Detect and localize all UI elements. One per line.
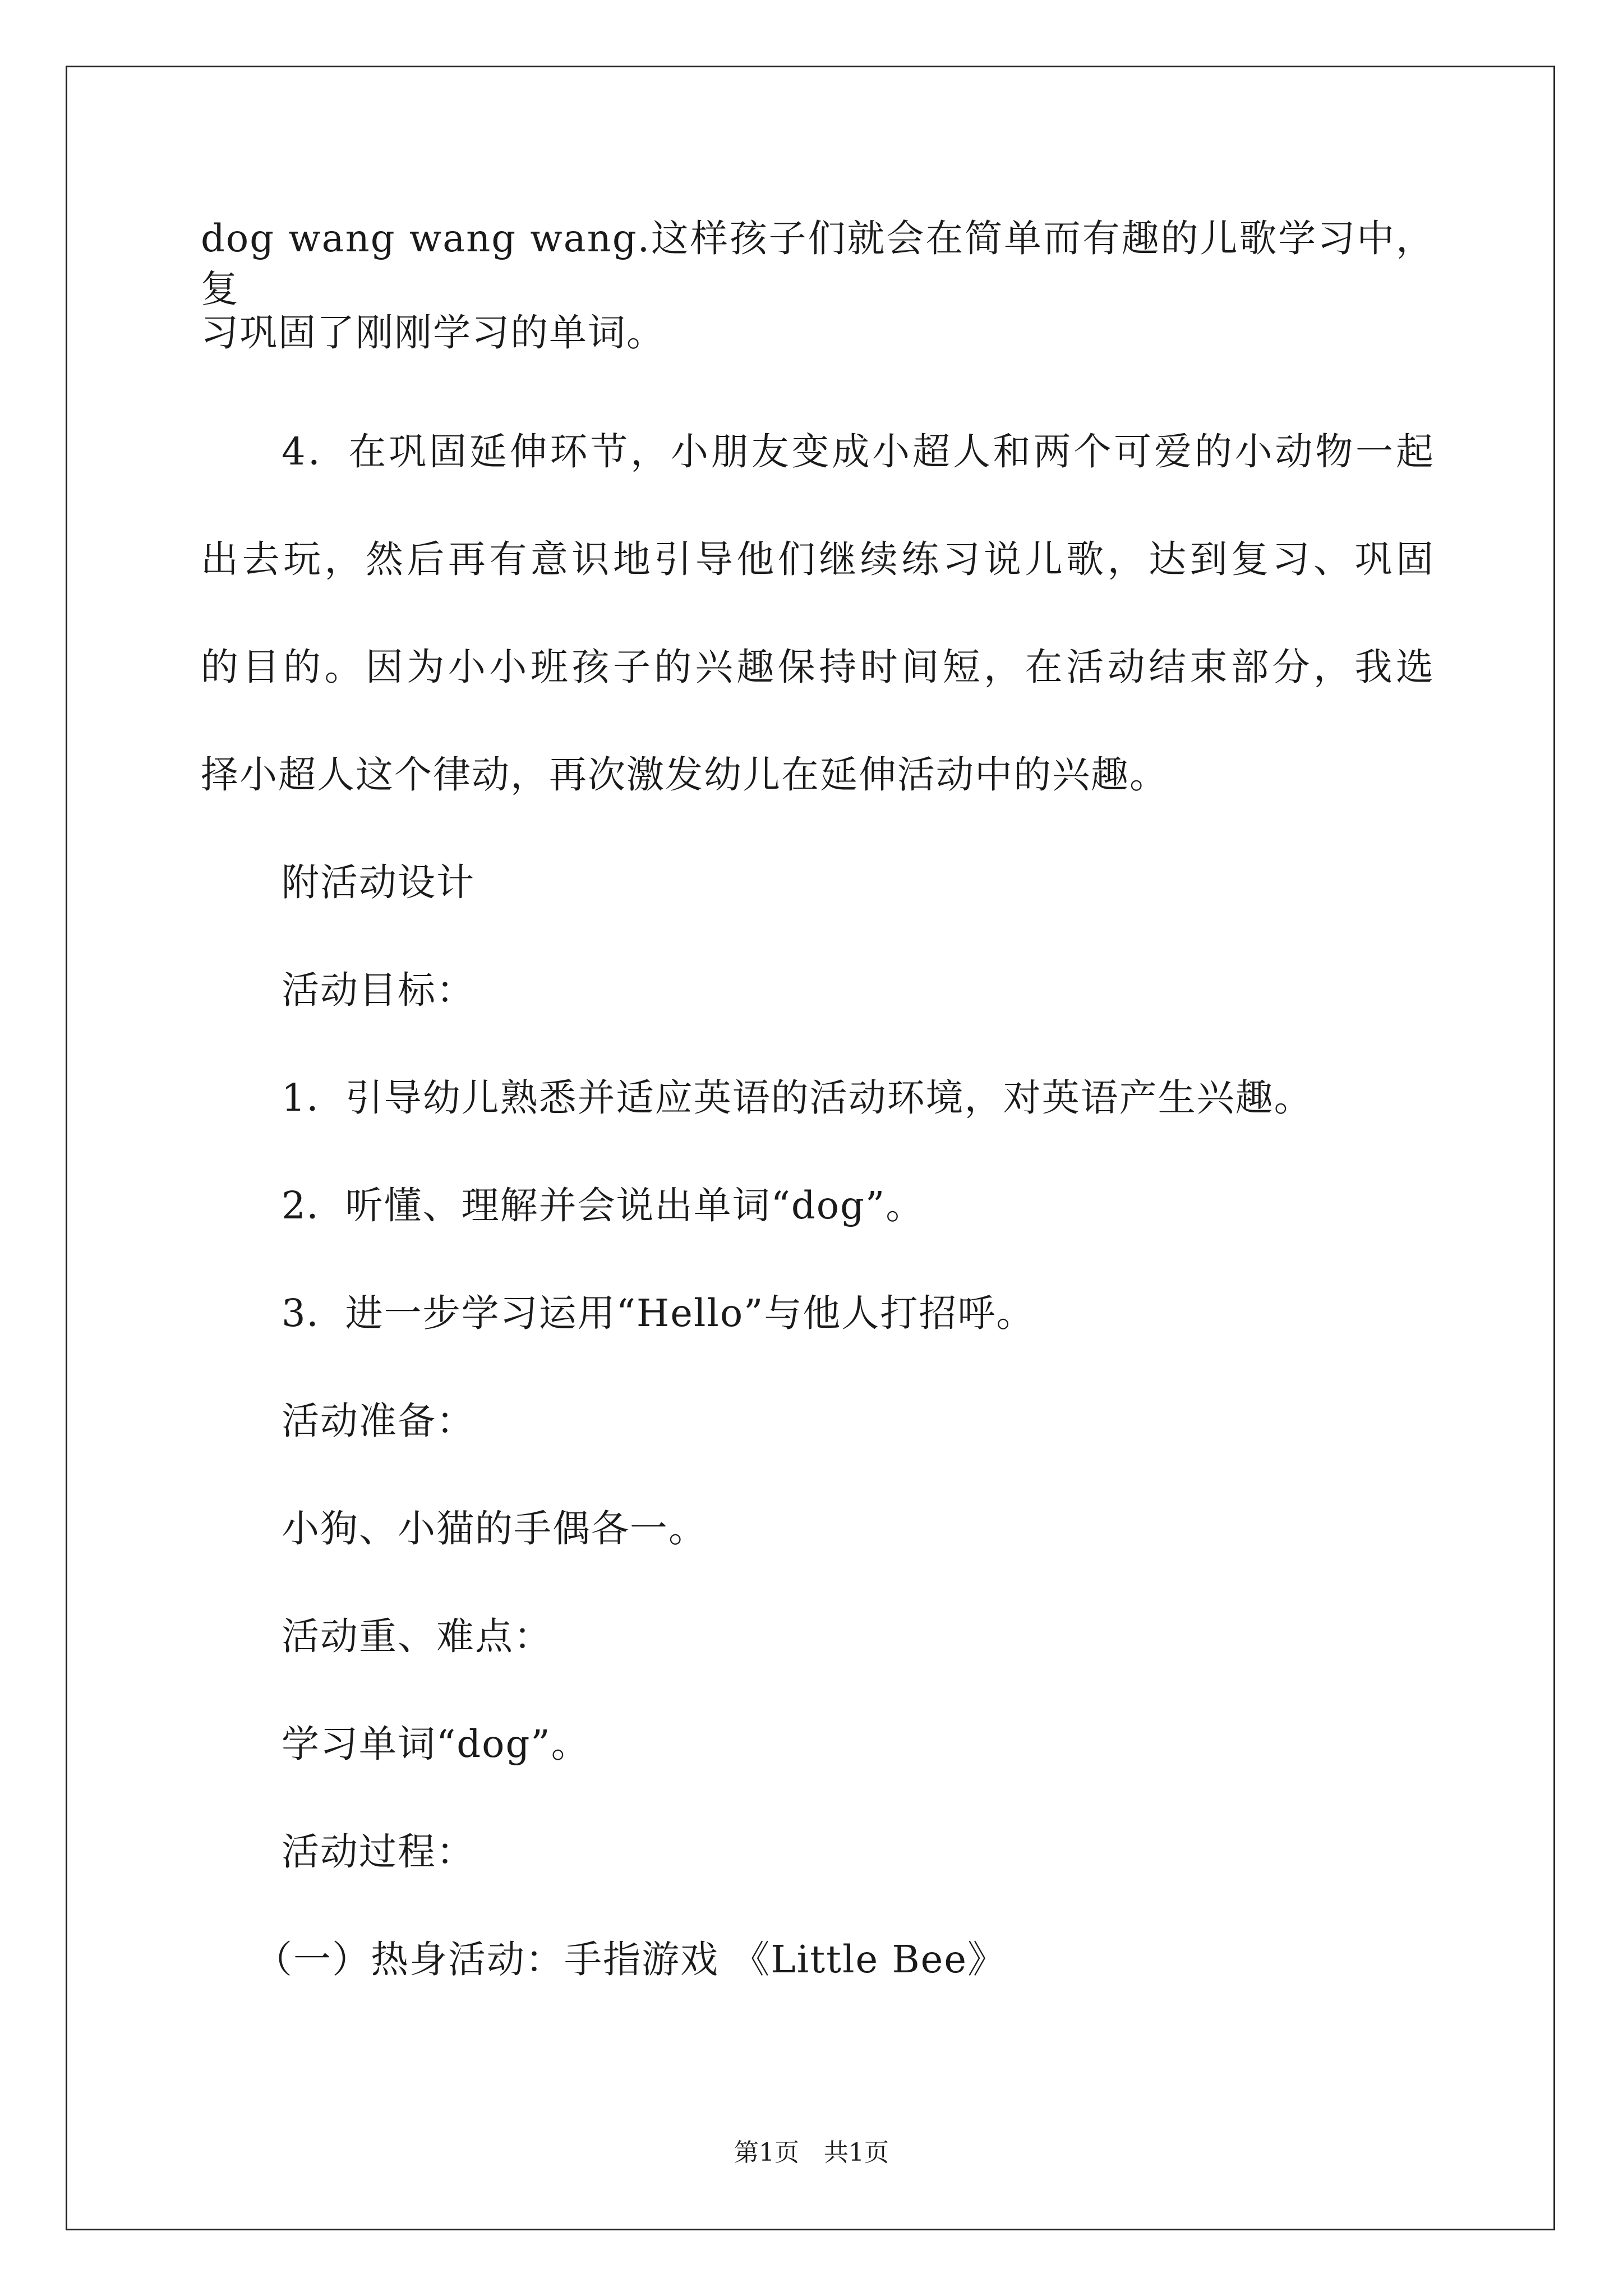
section-heading-appendix: 附活动设计 xyxy=(282,861,475,904)
text-line-1: dog wang wang wang.这样孩子们就会在简单而有趣的儿歌学习中，复 xyxy=(201,217,1435,311)
process-step-1: （一）热身活动：手指游戏 《Little Bee》 xyxy=(255,1938,1006,1981)
text-line-4: 出去玩，然后再有意识地引导他们继续练习说儿歌，达到复习、巩固 xyxy=(201,537,1435,581)
goal-item-1: 1．引导幼儿熟悉并适应英语的活动环境，对英语产生兴趣。 xyxy=(282,1076,1313,1120)
page-border xyxy=(66,66,1555,2230)
goal-item-3: 3．进一步学习运用“Hello”与他人打招呼。 xyxy=(282,1291,1035,1335)
section-heading-goals: 活动目标： xyxy=(282,968,475,1012)
key-points-text: 学习单词“dog”。 xyxy=(282,1722,590,1766)
text-line-2: 习巩固了刚刚学习的单词。 xyxy=(201,311,665,355)
section-heading-process: 活动过程： xyxy=(282,1830,475,1874)
text-line-6: 择小超人这个律动，再次激发幼儿在延伸活动中的兴趣。 xyxy=(201,753,1168,797)
section-heading-preparation: 活动准备： xyxy=(282,1399,475,1443)
section-heading-key-points: 活动重、难点： xyxy=(282,1614,552,1658)
page-footer: 第1页 共1页 xyxy=(734,2138,889,2167)
goal-item-2: 2．听懂、理解并会说出单词“dog”。 xyxy=(282,1184,925,1227)
preparation-text: 小狗、小猫的手偶各一。 xyxy=(282,1507,707,1550)
text-line-5: 的目的。因为小小班孩子的兴趣保持时间短，在活动结束部分，我选 xyxy=(201,645,1435,689)
text-line-3: 4．在巩固延伸环节，小朋友变成小超人和两个可爱的小动物一起 xyxy=(282,430,1435,473)
